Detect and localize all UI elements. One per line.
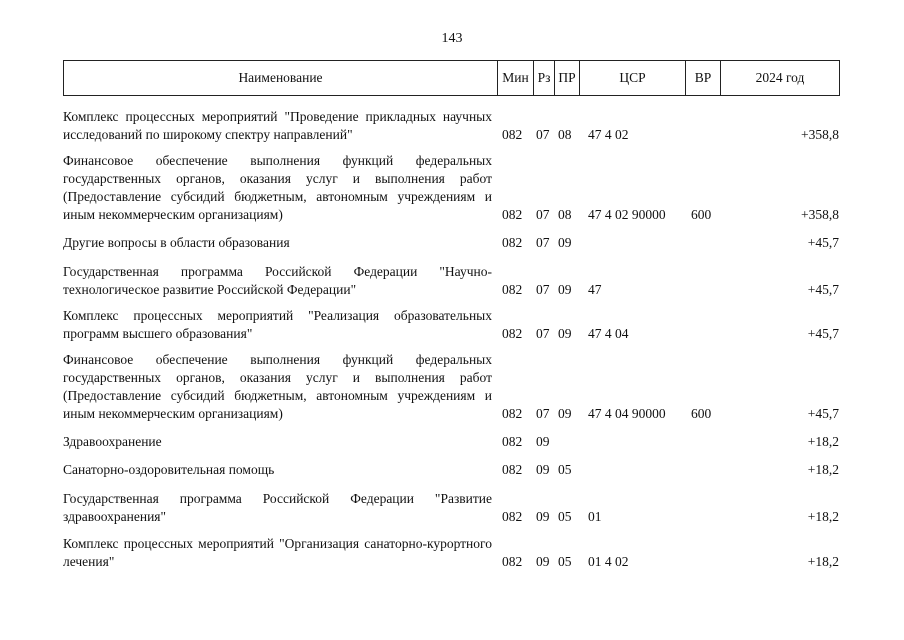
table-row	[63, 263, 840, 299]
row-min: 082	[502, 235, 523, 250]
row-csr: 01	[588, 509, 602, 524]
table-row	[63, 535, 840, 571]
row-rz: 07	[536, 207, 550, 222]
row-rz: 09	[536, 509, 550, 524]
row-name: Финансовое обеспечение выполнения функций федеральных государственных органов, оказания услуг и выполнения работ (Предоставление субсидий бюджетным, автономным учреждениям и иным некоммерческим организациям)	[63, 153, 492, 222]
header-pr: ПР	[554, 61, 579, 95]
table-row	[63, 307, 840, 343]
row-name: Комплекс процессных мероприятий "Организация санаторно-курортного лечения"	[63, 536, 492, 569]
row-min: 082	[502, 406, 523, 421]
row-amount: +45,7	[807, 326, 839, 341]
table-row	[63, 461, 840, 479]
row-rz: 09	[536, 434, 550, 449]
row-min: 082	[502, 509, 523, 524]
row-amount: +18,2	[807, 434, 839, 449]
row-min: 082	[502, 207, 523, 222]
row-name: Государственная программа Российской Федерации "Развитие здравоохранения"	[63, 491, 492, 524]
table-row	[63, 351, 840, 423]
row-rz: 07	[536, 326, 550, 341]
row-name: Комплекс процессных мероприятий "Реализация образовательных программ высшего образования"	[63, 308, 492, 341]
row-pr: 05	[558, 509, 572, 524]
row-name: Здравоохранение	[63, 434, 162, 449]
row-pr: 09	[558, 235, 572, 250]
row-csr: 47 4 02	[588, 127, 629, 142]
row-pr: 08	[558, 207, 572, 222]
header-csr: ЦСР	[579, 61, 685, 95]
table-row	[63, 152, 840, 224]
row-min: 082	[502, 282, 523, 297]
row-rz: 09	[536, 462, 550, 477]
table-row	[63, 490, 840, 526]
header-name: Наименование	[238, 70, 323, 85]
row-csr: 47	[588, 282, 602, 297]
row-rz: 07	[536, 282, 550, 297]
row-csr: 47 4 04	[588, 326, 629, 341]
row-amount: +18,2	[807, 509, 839, 524]
table-row	[63, 234, 840, 252]
row-csr: 47 4 02 90000	[588, 207, 666, 222]
row-amount: +45,7	[807, 282, 839, 297]
row-min: 082	[502, 434, 523, 449]
row-rz: 09	[536, 554, 550, 569]
row-name: Финансовое обеспечение выполнения функций федеральных государственных органов, оказания услуг и выполнения работ (Предоставление субсидий бюджетным, автономным учреждениям и иным некоммерческим организациям)	[63, 352, 492, 421]
row-pr: 09	[558, 282, 572, 297]
row-name: Комплекс процессных мероприятий "Проведение прикладных научных исследований по широкому спектру направлений"	[63, 109, 492, 142]
header-rz: Рз	[533, 61, 554, 95]
row-pr: 09	[558, 326, 572, 341]
table-row	[63, 108, 840, 144]
row-name: Другие вопросы в области образования	[63, 235, 290, 250]
row-min: 082	[502, 127, 523, 142]
row-pr: 08	[558, 127, 572, 142]
row-pr: 09	[558, 406, 572, 421]
row-name: Санаторно-оздоровительная помощь	[63, 462, 275, 477]
page-number: 143	[441, 31, 463, 46]
header-vr: ВР	[685, 61, 720, 95]
row-csr: 47 4 04 90000	[588, 406, 666, 421]
table-row	[63, 433, 840, 451]
row-amount: +358,8	[801, 127, 839, 142]
row-min: 082	[502, 462, 523, 477]
row-rz: 07	[536, 235, 550, 250]
row-min: 082	[502, 326, 523, 341]
row-amount: +45,7	[807, 406, 839, 421]
row-amount: +45,7	[807, 235, 839, 250]
row-amount: +18,2	[807, 554, 839, 569]
row-amount: +358,8	[801, 207, 839, 222]
header-year: 2024 год	[720, 61, 839, 95]
row-vr: 600	[691, 406, 712, 421]
row-min: 082	[502, 554, 523, 569]
table-header	[63, 60, 840, 96]
row-rz: 07	[536, 127, 550, 142]
row-amount: +18,2	[807, 462, 839, 477]
row-pr: 05	[558, 554, 572, 569]
row-vr: 600	[691, 207, 712, 222]
header-min: Мин	[497, 61, 533, 95]
row-name: Государственная программа Российской Федерации "Научно-технологическое развитие Российской Федерации"	[63, 264, 492, 297]
row-pr: 05	[558, 462, 572, 477]
row-rz: 07	[536, 406, 550, 421]
row-csr: 01 4 02	[588, 554, 629, 569]
